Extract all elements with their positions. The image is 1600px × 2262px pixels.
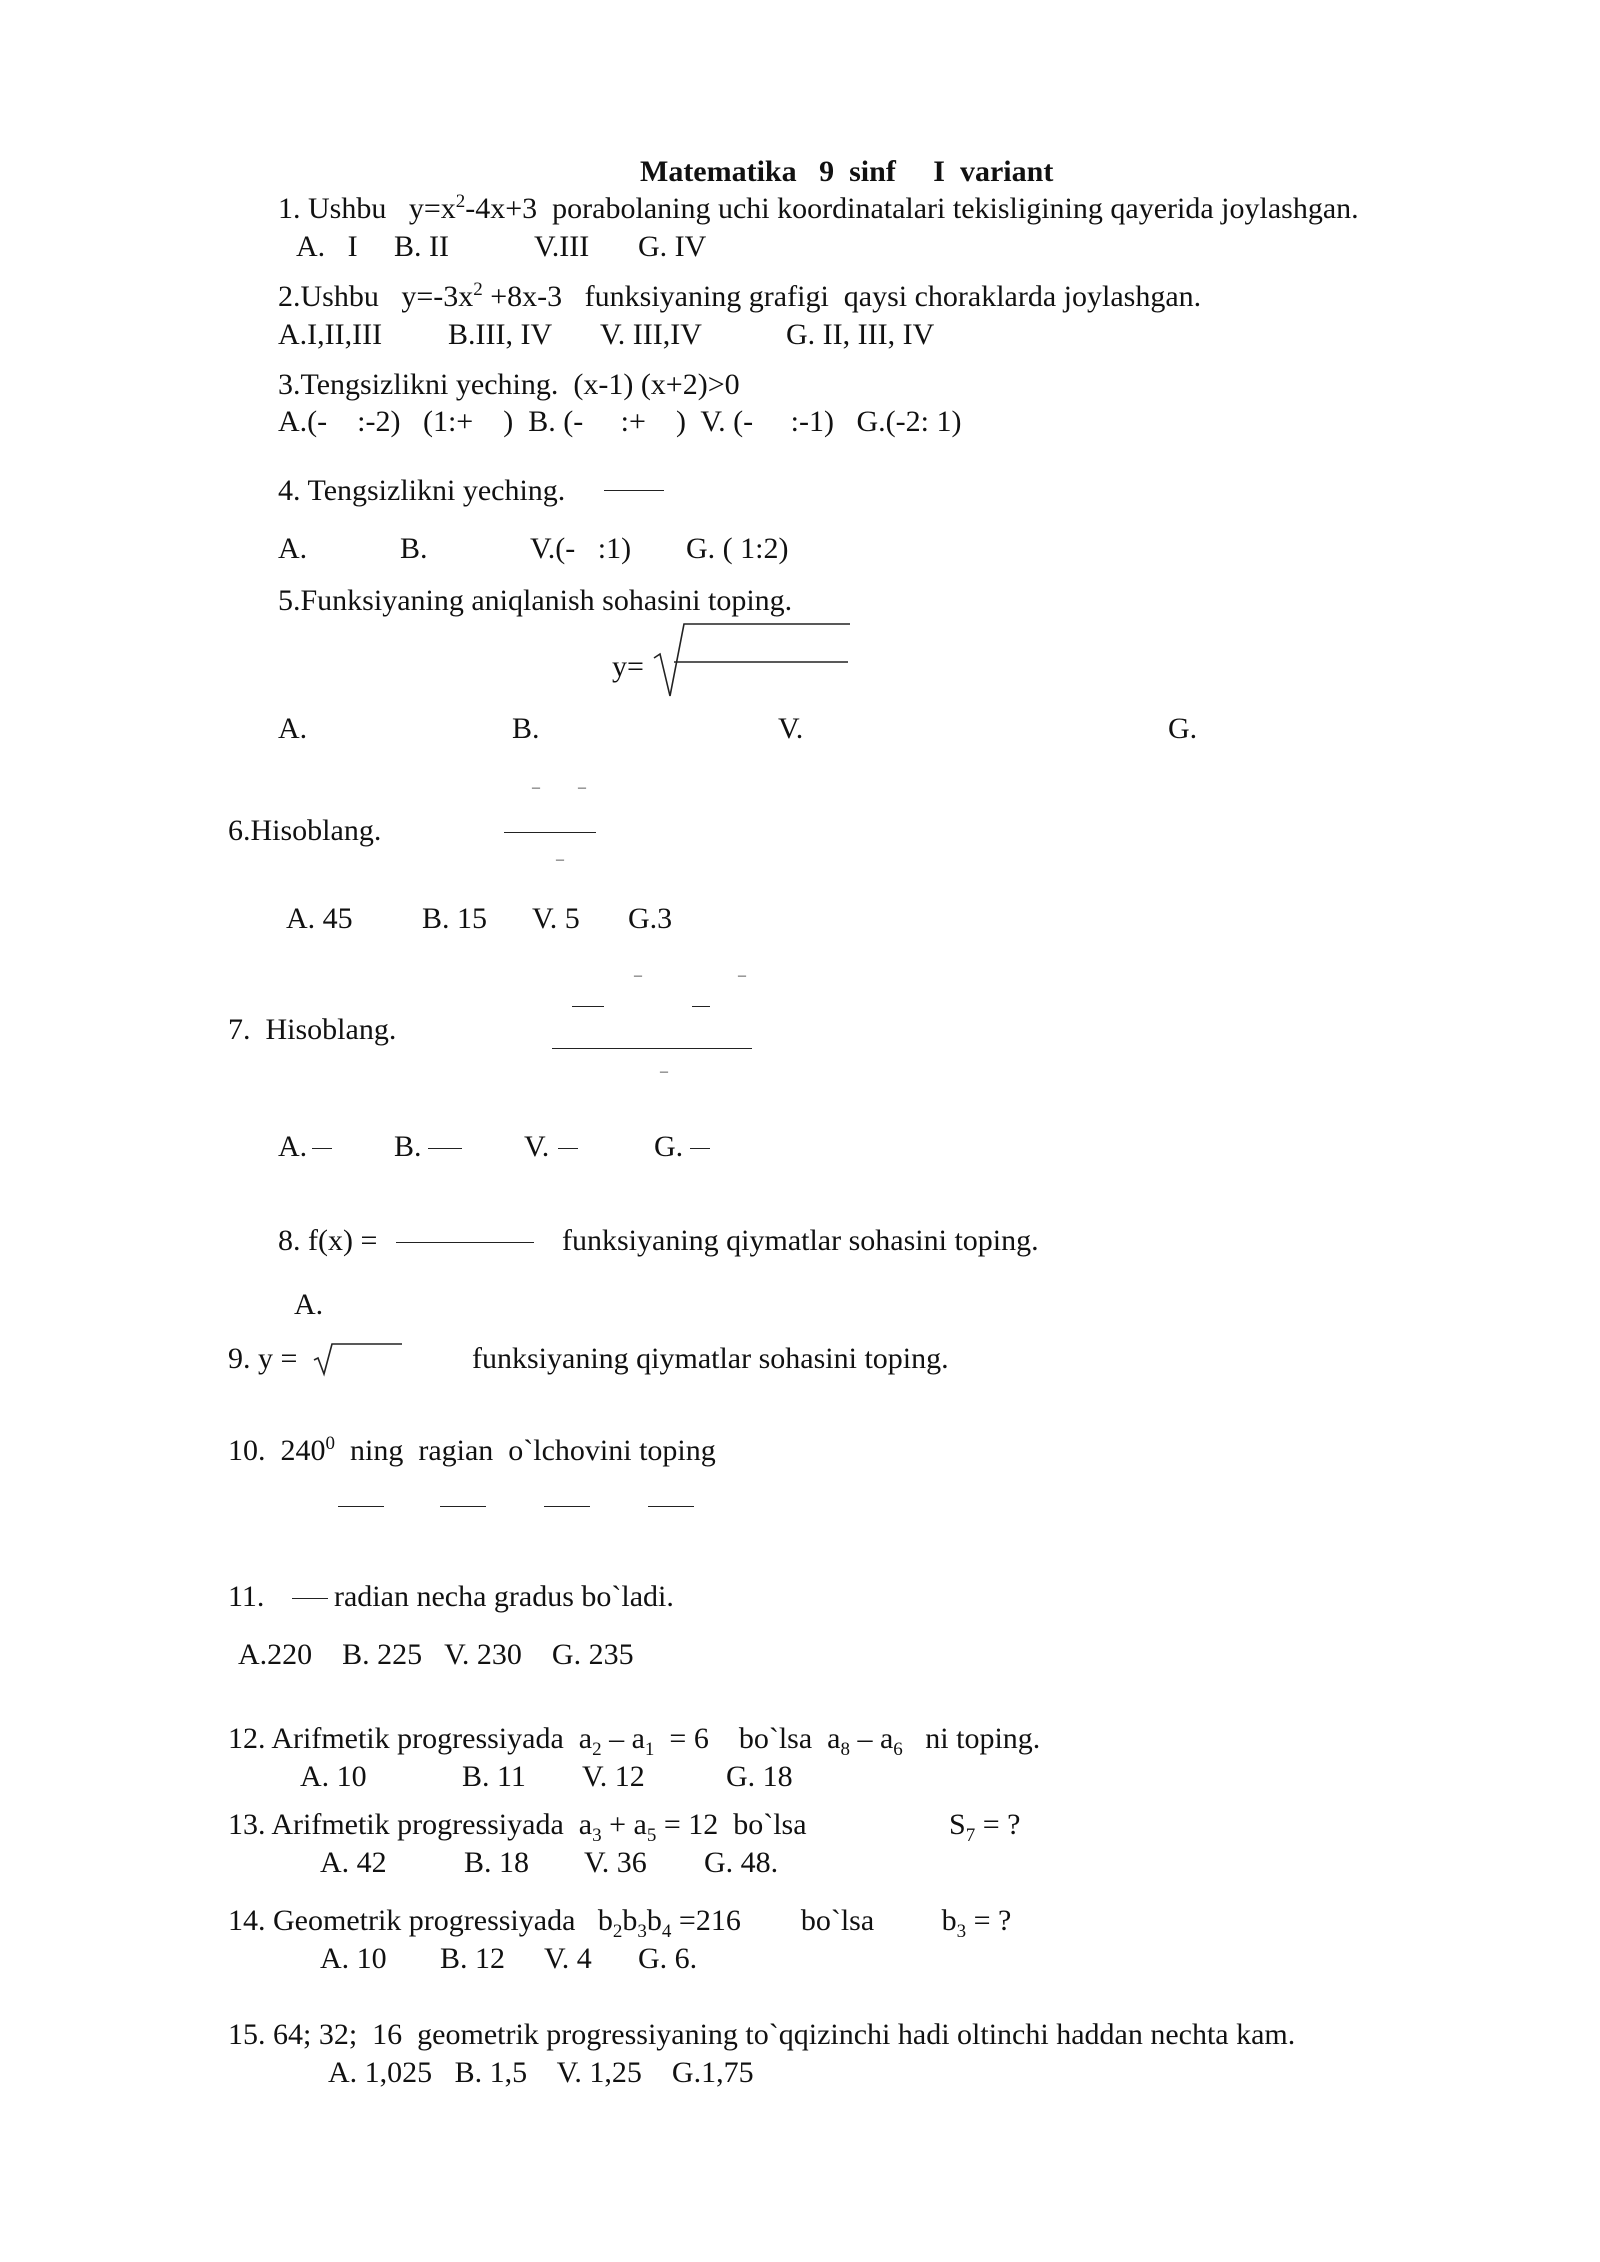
q14-subscript: 2	[612, 1921, 623, 1942]
q6-mark: –	[532, 779, 540, 796]
q7-mark: –	[660, 1063, 668, 1080]
question-12: 12. Arifmetik progressiyada $a_2 - a_1 = 6$ bo`lsa $a_8 - a_6$ ni toping.	[228, 1722, 1041, 1760]
q4-answer-g: G. ( 1:2)	[686, 532, 789, 565]
q2-answer-a: A.I,II,III	[278, 318, 383, 351]
q6-answer-b: B. 15	[422, 902, 488, 935]
q10-exponent: 0	[325, 1433, 335, 1454]
q10-answer-line	[440, 1506, 486, 1507]
q10-text-end: ning ragian o`lchovini toping	[335, 1434, 716, 1467]
q7-answer-v: V.	[524, 1130, 550, 1163]
question-3: 3.Tengsizlikni yeching. (x-1) (x+2)>0	[278, 368, 740, 401]
question-4: 4. Tengsizlikni yeching.	[278, 474, 566, 507]
q14-subscript: 3	[637, 1921, 647, 1942]
q1-text-start: 1. Ushbu y=x	[278, 192, 456, 225]
q7-small-line	[572, 1006, 604, 1007]
q10-answer-line	[648, 1506, 694, 1507]
q7-answer-b-line	[428, 1148, 462, 1149]
q13-subscript: 5	[646, 1825, 657, 1846]
q2-text-start: 2.Ushbu y=-3x	[278, 280, 474, 313]
q14-answer-v: V. 4	[544, 1942, 592, 1975]
q5-answer-a: A.	[278, 712, 308, 745]
q2-exponent: 2	[473, 279, 483, 300]
q10-text-start: 10. 240	[228, 1434, 326, 1467]
q6-mark: –	[578, 779, 586, 796]
q1-answer-g: G. IV	[638, 230, 707, 263]
q13-answer-g: G. 48.	[704, 1846, 779, 1879]
q4-answer-v: V.(- :1)	[530, 532, 632, 565]
q5-answer-v: V.	[778, 712, 804, 745]
q7-mark: –	[738, 967, 746, 984]
q7-answer-v-line	[558, 1148, 578, 1149]
q12-answer-v: V. 12	[582, 1760, 645, 1793]
q4-answer-a: A.	[278, 532, 308, 565]
q12-answer-g: G. 18	[726, 1760, 793, 1793]
question-5: 5.Funksiyaning aniqlanish sohasini toping.	[278, 584, 793, 617]
question-15: 15. 64; 32; 16 geometrik progressiyaning to`qqizinchi hadi oltinchi haddan nechta kam.	[228, 2018, 1296, 2051]
q12-subscript: 2	[592, 1739, 602, 1760]
question-13: 13. Arifmetik progressiyada $a_3 + a_5 = 12$ bo`lsa $S_7$ = ?	[228, 1808, 1021, 1846]
q1-answer-b: B. II	[394, 230, 449, 263]
q6-answer-g: G.3	[628, 902, 673, 935]
q6-fraction-line	[504, 832, 596, 833]
q12-subscript: 6	[893, 1739, 903, 1760]
q8-text-end: funksiyaning qiymatlar sohasini toping.	[562, 1224, 1039, 1257]
q15-answers: A. 1,025 B. 1,5 V. 1,25 G.1,75	[328, 2056, 754, 2089]
q9-text-end: funksiyaning qiymatlar sohasini toping.	[472, 1342, 949, 1375]
q11-text-end: radian necha gradus bo`ladi.	[334, 1580, 674, 1613]
q4-answer-b: B.	[400, 532, 428, 565]
q7-answer-a-line	[312, 1148, 332, 1149]
q10-answer-line	[544, 1506, 590, 1507]
q14-answer-a: A. 10	[320, 1942, 387, 1975]
q6-answer-v: V. 5	[532, 902, 580, 935]
q11-fraction-line	[292, 1598, 328, 1599]
q1-text-end: -4x+3 porabolaning uchi koordinatalari tekisligining qayerida joylashgan.	[465, 192, 1359, 225]
q12-subscript: 1	[644, 1739, 655, 1760]
q6-mark: –	[556, 851, 564, 868]
q14-answer-g: G. 6.	[638, 1942, 698, 1975]
q4-fraction-line	[604, 490, 664, 491]
q5-sqrt-sign	[650, 618, 850, 698]
q14-subscript: 4	[661, 1921, 672, 1942]
q12-answer-a: A. 10	[300, 1760, 367, 1793]
q8-answer-a: A.	[294, 1288, 324, 1321]
q5-formula: y=	[612, 650, 644, 683]
q3-answers: A.(- :-2) (1:+ ) B. (- :+ ) V. (- :-1) G.(-2: 1)	[278, 405, 962, 438]
q13-subscript: 3	[592, 1825, 602, 1846]
q12-answer-b: B. 11	[462, 1760, 526, 1793]
question-8: 8. f(x) =	[278, 1224, 378, 1257]
q13-answer-b: B. 18	[464, 1846, 530, 1879]
q7-mark: –	[634, 967, 642, 984]
q1-exponent: 2	[455, 191, 466, 212]
question-10	[228, 1433, 716, 1467]
q2-answer-g: G. II, III, IV	[786, 318, 935, 351]
q7-answer-b: B.	[394, 1130, 422, 1163]
q7-answer-g: G.	[654, 1130, 684, 1163]
q1-answer-a: A. I	[296, 230, 358, 263]
q13-answer-v: V. 36	[584, 1846, 647, 1879]
q10-answer-line	[338, 1506, 384, 1507]
question-7: 7. Hisoblang.	[228, 1013, 397, 1046]
q2-answer-b: B.III, IV	[448, 318, 553, 351]
question-1	[278, 191, 1359, 225]
q7-fraction-line	[552, 1048, 752, 1049]
q13-answer-a: A. 42	[320, 1846, 387, 1879]
q13-subscript: 7	[965, 1825, 976, 1846]
question-9: 9. y =	[228, 1342, 298, 1375]
question-11: 11.	[228, 1580, 265, 1613]
q2-answer-v: V. III,IV	[600, 318, 702, 351]
question-6: 6.Hisoblang.	[228, 814, 382, 847]
q12-subscript: 8	[840, 1739, 850, 1760]
q5-answer-b: B.	[512, 712, 540, 745]
page-title: Matematika 9 sinf I variant	[640, 155, 1054, 188]
q7-answer-g-line	[690, 1148, 710, 1149]
question-2	[278, 279, 1202, 313]
q7-small-line	[692, 1006, 710, 1007]
q14-subscript: 3	[956, 1921, 967, 1942]
question-14: 14. Geometrik progressiyada $b_2b_3b_4 =216$ bo`lsa $b_3$ = ?	[228, 1904, 1012, 1942]
q12-text: 12. Arifmetik progressiyada a	[228, 1722, 593, 1755]
q14-answer-b: B. 12	[440, 1942, 506, 1975]
q9-sqrt-sign	[312, 1338, 402, 1378]
q11-answers: A.220 B. 225 V. 230 G. 235	[238, 1638, 634, 1671]
q2-text-end: +8x-3 funksiyaning grafigi qaysi choraklarda joylashgan.	[482, 280, 1202, 313]
q7-answer-a: A.	[278, 1130, 308, 1163]
q8-fraction-line	[396, 1242, 534, 1243]
q5-answer-g: G.	[1168, 712, 1198, 745]
q1-answer-v: V.III	[534, 230, 590, 263]
q6-answer-a: A. 45	[286, 902, 353, 935]
